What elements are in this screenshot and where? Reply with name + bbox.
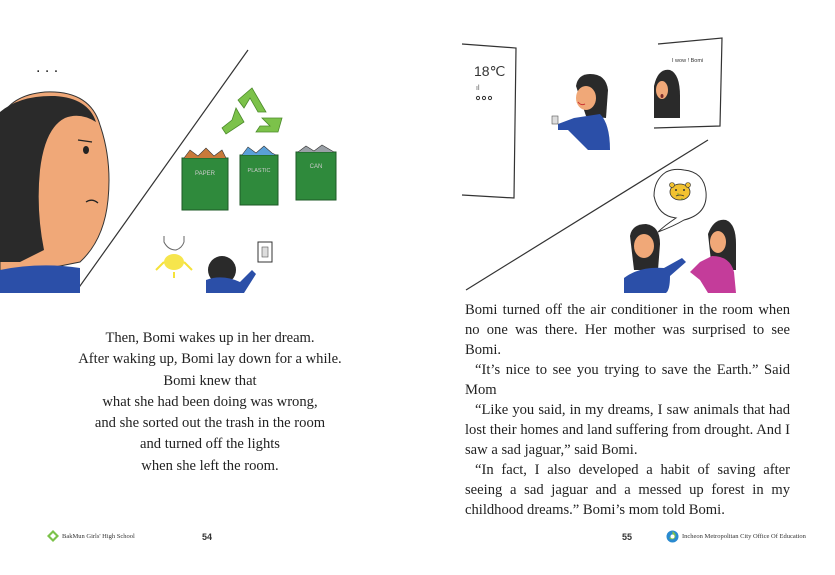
jaguar-thought-bubble xyxy=(654,169,706,232)
page-number-right: 55 xyxy=(622,532,633,542)
story-paragraph: “It’s nice to see you trying to save the Earth.” Said Mom xyxy=(465,362,790,398)
school-logo-icon xyxy=(47,530,59,542)
ac-temperature: 18℃ xyxy=(474,63,506,79)
ceiling-light xyxy=(156,236,192,278)
paper-bin-label: PAPER xyxy=(195,171,215,177)
paper-bin xyxy=(182,148,228,210)
story-line: what she had been doing was wrong, xyxy=(102,393,318,410)
right-illustration-drawing xyxy=(418,0,835,293)
story-line: After waking up, Bomi lay down for a while. xyxy=(78,351,342,368)
story-line: Then, Bomi wakes up in her dream. xyxy=(105,330,315,346)
door-with-mom xyxy=(654,38,722,128)
thought-dots: . . . xyxy=(36,59,59,76)
story-line: and turned off the lights xyxy=(140,436,280,453)
page-number-left: 54 xyxy=(202,532,213,542)
story-paragraph: “In fact, I also developed a habit of saving after seeing a sad jaguar and a messed up forest in my childhood dreams.” Bomi’s mom told Bomi. xyxy=(465,462,790,518)
svg-text:ıl: ıl xyxy=(476,85,480,92)
recycle-icon xyxy=(222,88,282,134)
can-bin xyxy=(296,145,336,200)
bomi-eye xyxy=(83,146,89,154)
school-footer xyxy=(47,530,135,542)
story-line: and she sorted out the trash in the room xyxy=(94,415,326,432)
left-story-text xyxy=(30,328,390,477)
can-bin-label: CAN xyxy=(309,164,323,170)
bomi-pointing xyxy=(624,224,686,293)
office-name: Incheon Metropolitan City Office Of Education xyxy=(682,533,806,540)
office-logo-icon xyxy=(666,530,679,543)
right-illustration xyxy=(418,0,835,293)
school-name: BakMun Girls' High School xyxy=(62,532,135,540)
left-illustration xyxy=(0,0,418,293)
mom-figure xyxy=(690,220,736,293)
bomi-with-remote xyxy=(552,74,610,150)
left-illustration-drawing xyxy=(0,0,418,293)
bomi-face xyxy=(0,92,109,293)
bomi-at-switch xyxy=(206,242,272,293)
story-line: Bomi knew that xyxy=(163,372,257,389)
plastic-bin xyxy=(240,146,278,205)
plastic-bin-label: PLASTIC xyxy=(247,168,271,174)
air-conditioner xyxy=(462,44,516,198)
door-sign-text: I wow ! Bomi xyxy=(672,58,704,64)
right-story-text xyxy=(465,300,790,520)
story-paragraph: “Like you said, in my dreams, I saw animals that had lost their homes and land suffering from drought. And I saw a sad jaguar,” said Bomi. xyxy=(465,402,790,458)
story-paragraph: Bomi turned off the air conditioner in the room when no one was there. Her mother was surprised to see Bomi. xyxy=(465,302,790,358)
story-line: when she left the room. xyxy=(141,457,279,474)
office-footer xyxy=(666,530,806,543)
